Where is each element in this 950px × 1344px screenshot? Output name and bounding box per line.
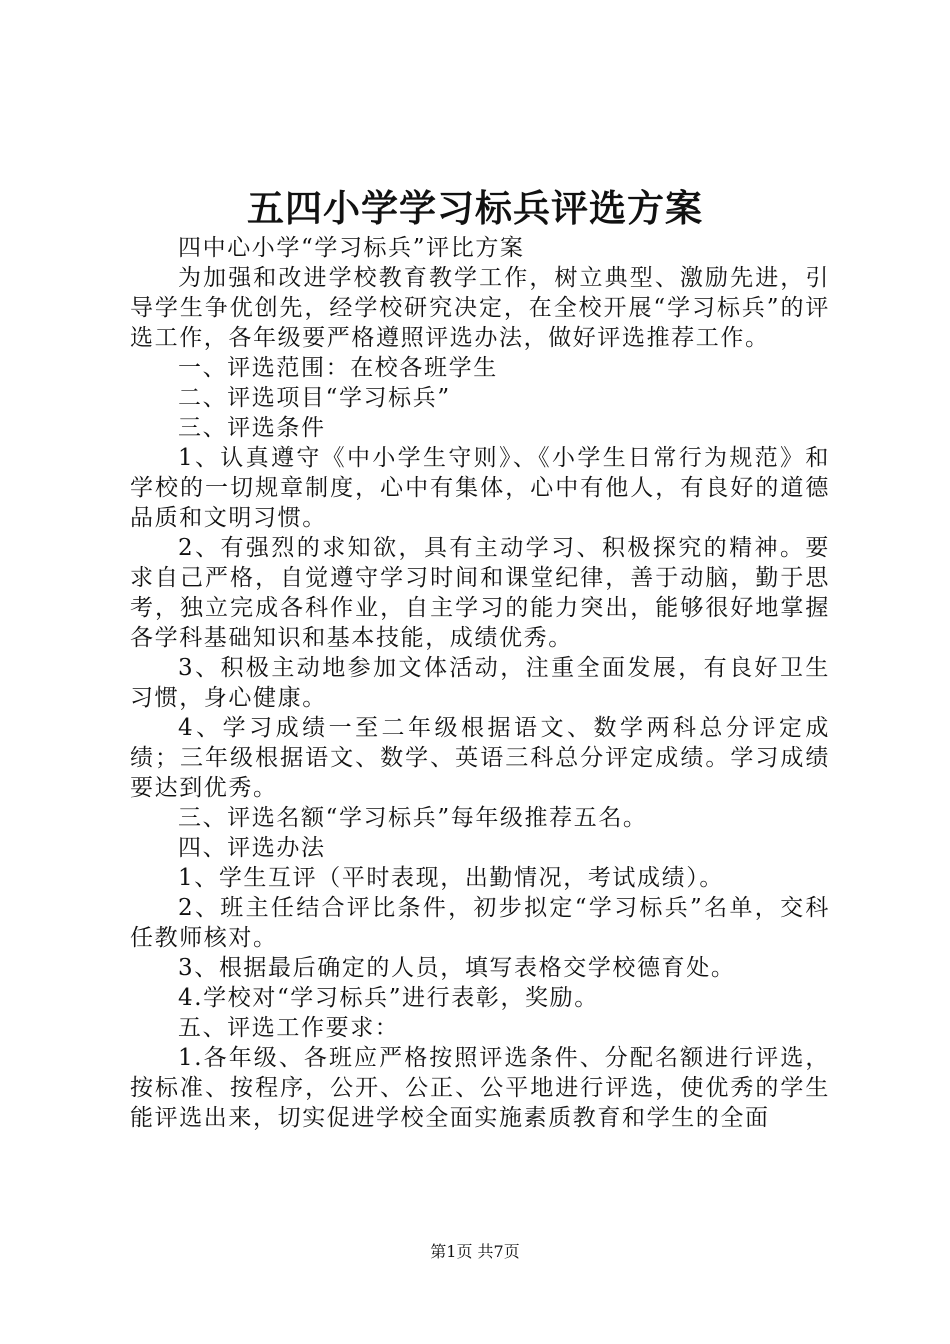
paragraph-intro: 为加强和改进学校教育教学工作，树立典型、激励先进，引导学生争优创先，经学校研究决定，在全校开展“学习标兵”的评选工作，各年级要严格遵照评选办法，做好评选推荐工作。 <box>130 265 830 351</box>
document-title: 五四小学学习标兵评选方案 <box>247 186 703 230</box>
page-footer: 第1页 共7页 <box>430 1242 520 1261</box>
paragraph-method-4: 4.学校对“学习标兵”进行表彰，奖励。 <box>178 985 599 1011</box>
paragraph-item: 二、评选项目“学习标兵” <box>178 385 451 411</box>
document-body <box>130 233 830 1133</box>
paragraph-method-1: 1、学生互评（平时表现，出勤情况，考试成绩）。 <box>178 865 724 891</box>
paragraph-method-2: 2、班主任结合评比条件，初步拟定“学习标兵”名单，交科任教师核对。 <box>130 895 830 951</box>
paragraph-method-heading: 四、评选办法 <box>178 835 326 861</box>
paragraph-method-3: 3、根据最后确定的人员，填写表格交学校德育处。 <box>178 955 736 981</box>
paragraph-requirement-1: 1.各年级、各班应严格按照评选条件、分配名额进行评选，按标准、按程序，公开、公正、公平地进行评选，使优秀的学生能评选出来，切实促进学校全面实施素质教育和学生的全面 <box>130 1045 830 1131</box>
paragraph-condition-3: 3、积极主动地参加文体活动，注重全面发展，有良好卫生习惯，身心健康。 <box>130 655 830 711</box>
paragraph-condition-2: 2、有强烈的求知欲，具有主动学习、积极探究的精神。要求自己严格，自觉遵守学习时间和课堂纪律，善于动脑，勤于思考，独立完成各科作业，自主学习的能力突出，能够很好地掌握各学科基础知识和基本技能，成绩优秀。 <box>130 535 830 651</box>
paragraph-scope: 一、评选范围：在校各班学生 <box>178 355 498 381</box>
paragraph-requirements-heading: 五、评选工作要求： <box>178 1015 400 1041</box>
paragraph-condition-1: 1、认真遵守《中小学生守则》、《小学生日常行为规范》和学校的一切规章制度，心中有集体，心中有他人，有良好的道德品质和文明习惯。 <box>130 445 830 531</box>
paragraph-condition-4: 4、学习成绩一至二年级根据语文、数学两科总分评定成绩；三年级根据语文、数学、英语三科总分评定成绩。学习成绩要达到优秀。 <box>130 715 830 801</box>
paragraph-subtitle: 四中心小学“学习标兵”评比方案 <box>178 235 525 261</box>
paragraph-quota: 三、评选名额“学习标兵”每年级推荐五名。 <box>178 805 648 831</box>
paragraph-conditions-heading: 三、评选条件 <box>178 415 326 441</box>
